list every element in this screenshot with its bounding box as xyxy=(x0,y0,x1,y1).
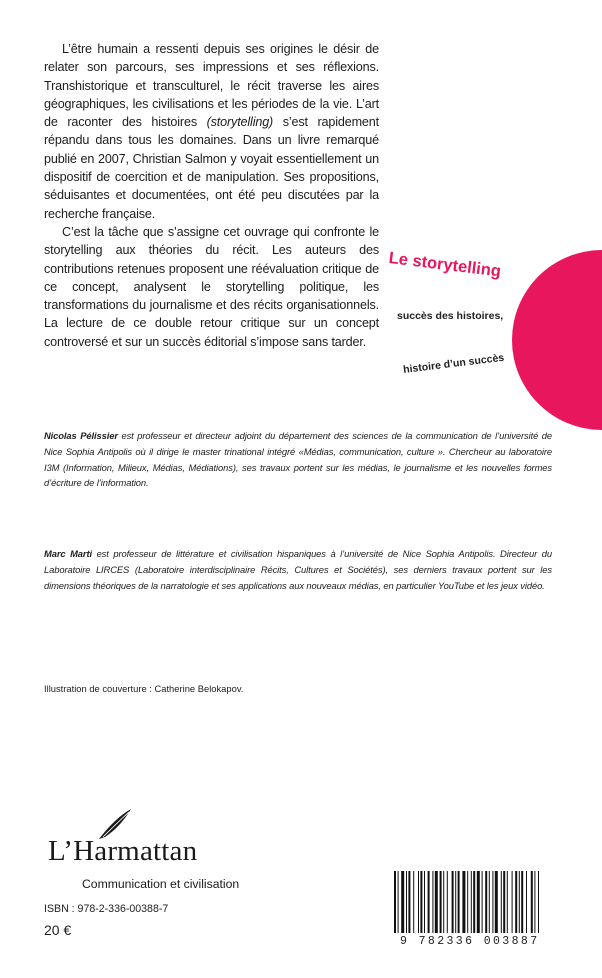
barcode-stripe xyxy=(455,871,456,933)
summary-paragraph-1 xyxy=(44,40,379,223)
barcode-stripe xyxy=(473,871,475,933)
barcode-stripe xyxy=(477,871,480,933)
barcode-stripe xyxy=(420,871,422,933)
barcode-stripe xyxy=(531,871,533,933)
cover-illustration-credit: Illustration de couverture : Catherine Belokapov. xyxy=(44,683,244,694)
summary-paragraph-2: C’est la tâche que s’assigne cet ouvrage qui confronte le storytelling aux théories du récit. Les auteurs des contributions retenues proposent une réévaluation critique de ce concept, analysent le storytelling politique, les transformations du journalisme et des récits organisationnels. La lecture de ce double retour critique sur un concept controversé et sur un succès éditorial s’impose sans tarder. xyxy=(44,224,379,349)
author-bio-2 xyxy=(44,546,552,593)
storytelling-emphasis: (storytelling) xyxy=(206,115,274,130)
barcode-stripe xyxy=(538,871,539,933)
barcode-stripe xyxy=(519,871,520,933)
barcode-stripe xyxy=(428,871,430,933)
barcode-stripe xyxy=(443,871,444,933)
barcode-stripe xyxy=(512,871,513,933)
barcode-stripe xyxy=(485,871,487,933)
publisher-logo: L’Harmattan xyxy=(48,835,198,867)
barcode-stripe xyxy=(482,871,483,933)
barcode-stripe xyxy=(526,871,527,933)
book-subtitle-line-2: histoire d’un succès xyxy=(402,351,505,376)
author-bio-text: est professeur de littérature et civilisation hispaniques à l’université de Nice Sophia Antipolis. Directeur du Laboratoire LIRCES (Laboratoire interdisciplinaire Récits, Cultures et Sociétés), ses derniers travaux portent sur les dimensions théoriques de la narratologie et ses applications aux nouveaux médias, en particulier YouTube et les jeux vidéo. xyxy=(44,548,552,591)
author-bio-1 xyxy=(44,428,552,491)
barcode-stripe xyxy=(418,871,419,933)
barcode-stripe xyxy=(413,871,414,933)
barcode-stripe xyxy=(447,871,448,933)
barcode-stripe xyxy=(507,871,508,933)
price: 20 € xyxy=(44,922,72,938)
barcode-stripe xyxy=(495,871,498,933)
barcode-stripe xyxy=(394,871,396,933)
barcode-stripe xyxy=(424,871,425,933)
barcode-stripe xyxy=(462,871,465,933)
book-subtitle-line-1: succès des histoires, xyxy=(397,310,504,322)
barcode-stripe xyxy=(452,871,454,933)
collection-name: Communication et civilisation xyxy=(82,877,240,891)
barcode-stripe xyxy=(521,871,523,933)
barcode-stripe xyxy=(435,871,438,933)
summary-text: L’être humain a ressenti depuis ses origines le désir de relater son parcours, ses impressions et ses réflexions. Transhistorique et transculturel, le récit traverse les aires géographiques, les civilisations et les périodes de la vie. L’art de raconter des histoires xyxy=(44,42,379,130)
barcode-stripe xyxy=(401,871,404,933)
decorative-pink-circle xyxy=(512,250,602,430)
book-title: Le storytelling xyxy=(387,249,502,281)
barcode-stripe xyxy=(534,871,535,933)
summary-text: s’est rapidement répandu dans tous les domaines. Dans un livre remarqué publié en 2007, Christian Salmon y voyait essentiellement un dispositif de coercition et de manipulation. Ses propositions, séduisantes et documentées, ont été peu discutées par la recherche française. xyxy=(44,115,379,221)
barcode-stripe xyxy=(492,871,493,933)
barcode-stripe xyxy=(432,871,433,933)
barcode-stripe xyxy=(440,871,442,933)
barcode-stripe xyxy=(398,871,399,933)
barcode-stripe xyxy=(471,871,472,933)
barcode-stripe xyxy=(503,871,505,933)
barcode-stripe xyxy=(408,871,410,933)
barcode-stripe xyxy=(489,871,490,933)
barcode-stripe xyxy=(467,871,468,933)
isbn: ISBN : 978-2-336-00388-7 xyxy=(44,903,169,915)
barcode-stripe xyxy=(458,871,460,933)
author-bio-text: est professeur et directeur adjoint du département des sciences de la communication de l’université de Nice Sophia Antipolis où il dirige le master trinational intégré «Médias, communication, culture ». Chercheur au laboratoire I3M (Information, Milieux, Médias, Médiations), ses travaux portent sur les médias, le journalisme et les nouvelles formes d’écriture de l’information. xyxy=(44,430,553,489)
barcode-stripe xyxy=(515,871,517,933)
back-cover-summary xyxy=(44,40,379,351)
barcode-stripe xyxy=(406,871,407,933)
author-name: Marc Marti xyxy=(44,548,92,559)
barcode-number: 9 782336 003887 xyxy=(400,935,540,948)
barcode-stripe xyxy=(501,871,502,933)
author-name: Nicolas Pélissier xyxy=(44,430,118,441)
barcode xyxy=(392,871,584,933)
